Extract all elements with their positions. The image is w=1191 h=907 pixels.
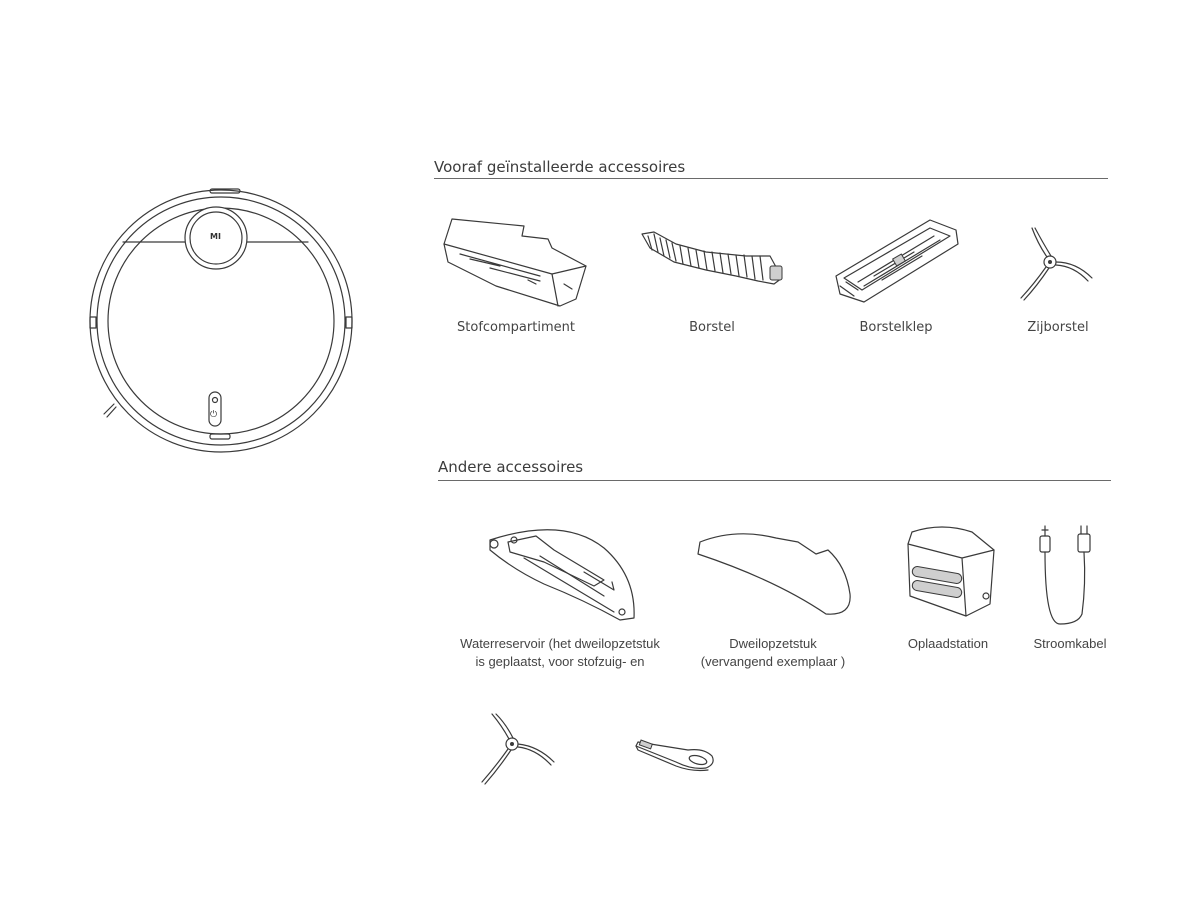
robot-logo: MI: [210, 232, 221, 241]
preinstalled-divider: [434, 178, 1108, 179]
brush-cover-icon: [834, 216, 960, 306]
power-icon: ⏻: [210, 410, 218, 420]
charging-dock-icon: [902, 524, 996, 618]
side-brush-icon: [1016, 226, 1096, 302]
main-brush-label: Borstel: [689, 320, 735, 335]
cleaning-tool-icon: [632, 734, 716, 774]
charging-dock-label: Oplaadstation: [907, 636, 989, 651]
mop-pad-label-line1: Dweilopzetstuk: [729, 636, 817, 651]
power-cord-label: Stroomkabel: [1033, 636, 1107, 651]
main-brush-icon: [636, 226, 786, 296]
robot-vacuum-illustration: [86, 186, 356, 456]
water-tank-label-line2: is geplaatst, voor stofzuig- en: [475, 654, 645, 669]
other-section-title: Andere accessoires: [438, 458, 584, 476]
preinstalled-section-title: Vooraf geïnstalleerde accessoires: [434, 158, 686, 176]
power-cord-icon: [1030, 524, 1100, 630]
water-tank-label-line1: Waterreservoir (het dweilopzetstuk: [460, 636, 660, 651]
water-tank-icon: [484, 522, 640, 622]
spare-side-brush-icon: [476, 712, 558, 788]
dust-compartment-icon: [440, 214, 590, 309]
dust-compartment-label: Stofcompartiment: [457, 320, 575, 335]
brush-cover-label: Borstelklep: [859, 320, 933, 335]
other-divider: [438, 480, 1111, 481]
side-brush-label: Zijborstel: [1027, 320, 1089, 335]
mop-pad-label-line2: (vervangend exemplaar ): [700, 654, 846, 669]
mop-pad-icon: [696, 524, 856, 618]
